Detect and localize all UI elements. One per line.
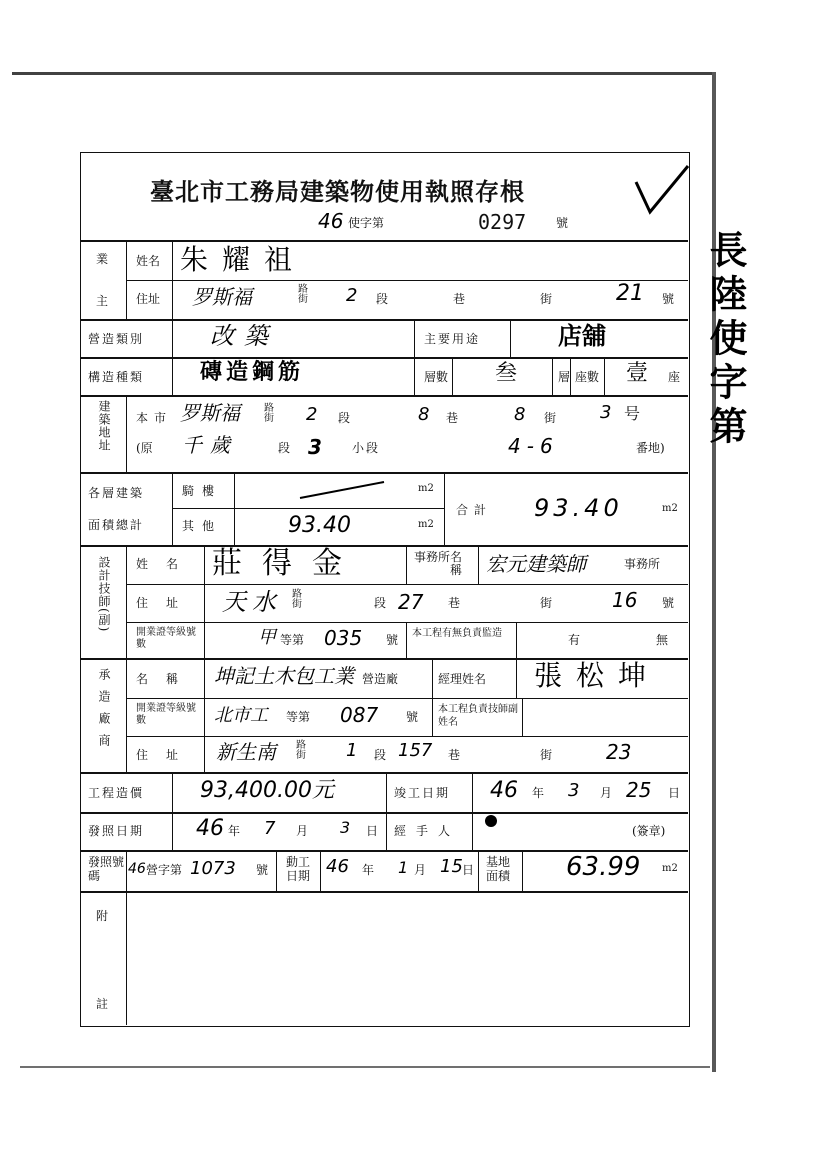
contractor-street-unit: 街 xyxy=(540,748,553,762)
bldg-value: 壹 xyxy=(626,361,649,386)
done-label: 竣工日期 xyxy=(394,786,451,800)
cost-value: 93,400.00元 xyxy=(200,778,334,803)
contractor-addr: 新生南 xyxy=(216,740,276,764)
arcade-unit: m2 xyxy=(418,483,434,494)
bldg-unit: 座 xyxy=(668,370,681,384)
site-orig-sub-no: 3 xyxy=(308,435,322,459)
designer-lane-unit: 巷 xyxy=(448,596,461,610)
designer-house-no: 16 xyxy=(612,588,638,612)
handler-seal-dot xyxy=(485,815,497,827)
owner-section-unit: 段 xyxy=(376,292,389,306)
total-unit: m2 xyxy=(662,503,678,514)
contractor-license-prefix: 北市工 xyxy=(214,705,268,726)
issue-day-unit: 日 xyxy=(366,824,379,838)
site-alley-no: 8 xyxy=(514,404,526,425)
start-day-unit: 日 xyxy=(462,863,475,877)
permit-row-word: 營字第 xyxy=(146,863,183,877)
start-day: 15 xyxy=(440,856,463,877)
done-day-unit: 日 xyxy=(668,786,681,800)
done-year: 46 xyxy=(490,778,518,803)
site-lane-unit: 巷 xyxy=(446,411,459,425)
owner-addr-label: 住址 xyxy=(136,292,161,306)
land-value: 63.99 xyxy=(566,852,641,882)
land-label: 基地面積 xyxy=(486,855,511,883)
use-value: 店舖 xyxy=(558,322,606,350)
owner-road-label: 路街 xyxy=(298,284,308,305)
permit-number: 0297 xyxy=(478,210,527,234)
floors-label: 層數 xyxy=(424,370,449,384)
contractor-license-word: 等第 xyxy=(286,710,311,724)
site-orig-sub-unit: 小段 xyxy=(352,441,381,455)
designer-lane-no: 27 xyxy=(398,590,424,614)
designer-office-suffix: 事務所 xyxy=(624,557,661,571)
designer-office: 宏元建築師 xyxy=(486,552,586,576)
site-orig-lot-unit: 番地) xyxy=(636,441,665,455)
bldg-label: 座數 xyxy=(575,370,600,384)
contractor-label: 承造廠商 xyxy=(97,668,111,756)
floors-value: 叁 xyxy=(495,361,518,386)
contractor-addr-label: 住址 xyxy=(136,748,197,762)
designer-license-label: 開業證等級號數 xyxy=(136,627,196,650)
designer-license-no: 035 xyxy=(324,626,363,650)
site-city: 本市 xyxy=(136,411,173,425)
site-label: 建築地址 xyxy=(97,400,111,452)
contractor-tech-label: 本工程負責技師副姓名 xyxy=(438,704,518,728)
designer-has-label: 有 xyxy=(568,633,581,647)
area-label-top: 各層建築 xyxy=(88,486,145,500)
site-street: 罗斯福 xyxy=(180,401,240,425)
area-label-bottom: 面積總計 xyxy=(88,518,145,532)
floors-unit: 層 xyxy=(558,370,571,384)
permit-row-unit: 號 xyxy=(256,863,269,877)
owner-house-unit: 號 xyxy=(662,292,675,306)
designer-street-unit: 街 xyxy=(540,596,553,610)
site-orig-lot: 4-6 xyxy=(508,434,559,458)
start-month: 1 xyxy=(398,858,409,877)
site-lane-no: 8 xyxy=(418,404,430,425)
contractor-house-no: 23 xyxy=(606,740,632,764)
total-value: 93.40 xyxy=(534,494,623,522)
designer-label: 設計技師(副) xyxy=(97,556,111,633)
permit-row-number: 1073 xyxy=(190,858,236,879)
contractor-section-unit: 段 xyxy=(374,748,387,762)
contractor-road-label: 路街 xyxy=(296,740,306,761)
other-unit: m2 xyxy=(418,519,434,530)
permit-suffix: 號 xyxy=(556,216,569,230)
designer-license-unit: 號 xyxy=(386,633,399,647)
cost-label: 工程造價 xyxy=(88,786,145,800)
owner-section-bottom: 主 xyxy=(96,294,109,308)
use-label: 主要用途 xyxy=(424,332,481,346)
permit-row-prefix: 46 xyxy=(128,861,146,877)
total-label: 合計 xyxy=(456,503,493,517)
designer-addr-label: 住址 xyxy=(136,596,197,610)
site-road-label: 路街 xyxy=(264,403,274,424)
site-section-unit: 段 xyxy=(338,411,351,425)
done-day: 25 xyxy=(626,778,652,802)
designer-office-label: 事務所名稱 xyxy=(414,550,463,577)
arcade-dash xyxy=(298,478,388,502)
contractor-manager: 張松坤 xyxy=(534,659,661,692)
issue-year: 46 xyxy=(196,816,224,841)
permit-row-label: 發照號碼 xyxy=(88,855,125,883)
owner-house-no: 21 xyxy=(616,281,644,306)
start-label: 動工日期 xyxy=(286,855,311,883)
contractor-license-no: 087 xyxy=(340,703,379,727)
arcade-label: 騎樓 xyxy=(182,484,223,498)
contractor-name-label: 名稱 xyxy=(136,672,197,686)
remarks-bottom: 註 xyxy=(96,997,109,1011)
scan-bottom-edge xyxy=(20,1066,710,1068)
designer-license-word: 等第 xyxy=(280,633,305,647)
done-month-unit: 月 xyxy=(600,786,613,800)
designer-house-unit: 號 xyxy=(662,596,675,610)
contractor-lane-no: 157 xyxy=(398,740,433,761)
designer-name: 莊得金 xyxy=(212,546,362,581)
contractor-lane-unit: 巷 xyxy=(448,748,461,762)
owner-section-top: 業 xyxy=(96,252,109,266)
form-title: 臺北市工務局建築物使用執照存根 xyxy=(150,177,525,206)
designer-none-label: 無 xyxy=(656,633,669,647)
start-year: 46 xyxy=(326,856,349,877)
start-year-unit: 年 xyxy=(362,863,375,877)
owner-section-no: 2 xyxy=(346,285,358,306)
scan-right-edge xyxy=(712,72,716,1072)
issue-year-unit: 年 xyxy=(228,824,241,838)
contractor-name: 坤記土木包工業 xyxy=(214,664,354,688)
done-year-unit: 年 xyxy=(532,786,545,800)
designer-supervise-label: 本工程有無負責監造 xyxy=(412,628,502,639)
contractor-name-suffix: 營造廠 xyxy=(362,672,399,686)
designer-addr: 天水 xyxy=(222,588,282,616)
type-label: 營造類別 xyxy=(88,332,145,346)
site-house-unit: 号 xyxy=(624,404,641,423)
contractor-license-unit: 號 xyxy=(406,710,419,724)
other-label: 其他 xyxy=(182,519,223,533)
designer-section-unit: 段 xyxy=(374,596,387,610)
struct-label: 構造種類 xyxy=(88,370,145,384)
owner-lane-unit: 巷 xyxy=(453,292,466,306)
owner-name: 朱耀祖 xyxy=(180,243,307,276)
issue-label: 發照日期 xyxy=(88,824,145,838)
issue-day: 3 xyxy=(340,818,351,837)
site-orig-area: 千歲 xyxy=(182,433,238,457)
type-value: 改築 xyxy=(210,322,278,350)
site-orig-label: (原 xyxy=(136,441,153,455)
site-alley-unit: 街 xyxy=(544,411,557,425)
owner-name-label: 姓名 xyxy=(136,254,161,268)
permit-word: 使字第 xyxy=(348,216,385,230)
site-section-no: 2 xyxy=(306,404,318,425)
start-month-unit: 月 xyxy=(414,863,427,877)
seal-label: (簽章) xyxy=(632,824,666,838)
designer-road-label: 路街 xyxy=(292,589,302,610)
owner-addr-street: 罗斯福 xyxy=(192,285,252,309)
owner-street-unit: 街 xyxy=(540,292,553,306)
designer-name-label: 姓名 xyxy=(136,557,197,571)
scan-top-edge xyxy=(12,72,712,75)
land-unit: m2 xyxy=(662,863,678,874)
other-value: 93.40 xyxy=(288,513,351,538)
site-orig-section-unit: 段 xyxy=(278,441,291,455)
contractor-license-label: 開業證等級號數 xyxy=(136,703,196,726)
contractor-manager-label: 經理姓名 xyxy=(438,672,487,686)
side-text: 長陸使字第 xyxy=(703,230,748,450)
issue-month-unit: 月 xyxy=(296,824,309,838)
issue-month: 7 xyxy=(264,818,276,839)
remarks-top: 附 xyxy=(96,909,109,923)
site-house-no: 3 xyxy=(600,402,612,423)
handler-label: 經手人 xyxy=(394,824,461,838)
done-month: 3 xyxy=(568,780,580,801)
designer-license-grade: 甲 xyxy=(258,627,276,648)
struct-value: 磚造鋼筋 xyxy=(200,360,305,385)
contractor-section-no: 1 xyxy=(346,740,358,761)
permit-prefix: 46 xyxy=(318,209,344,233)
